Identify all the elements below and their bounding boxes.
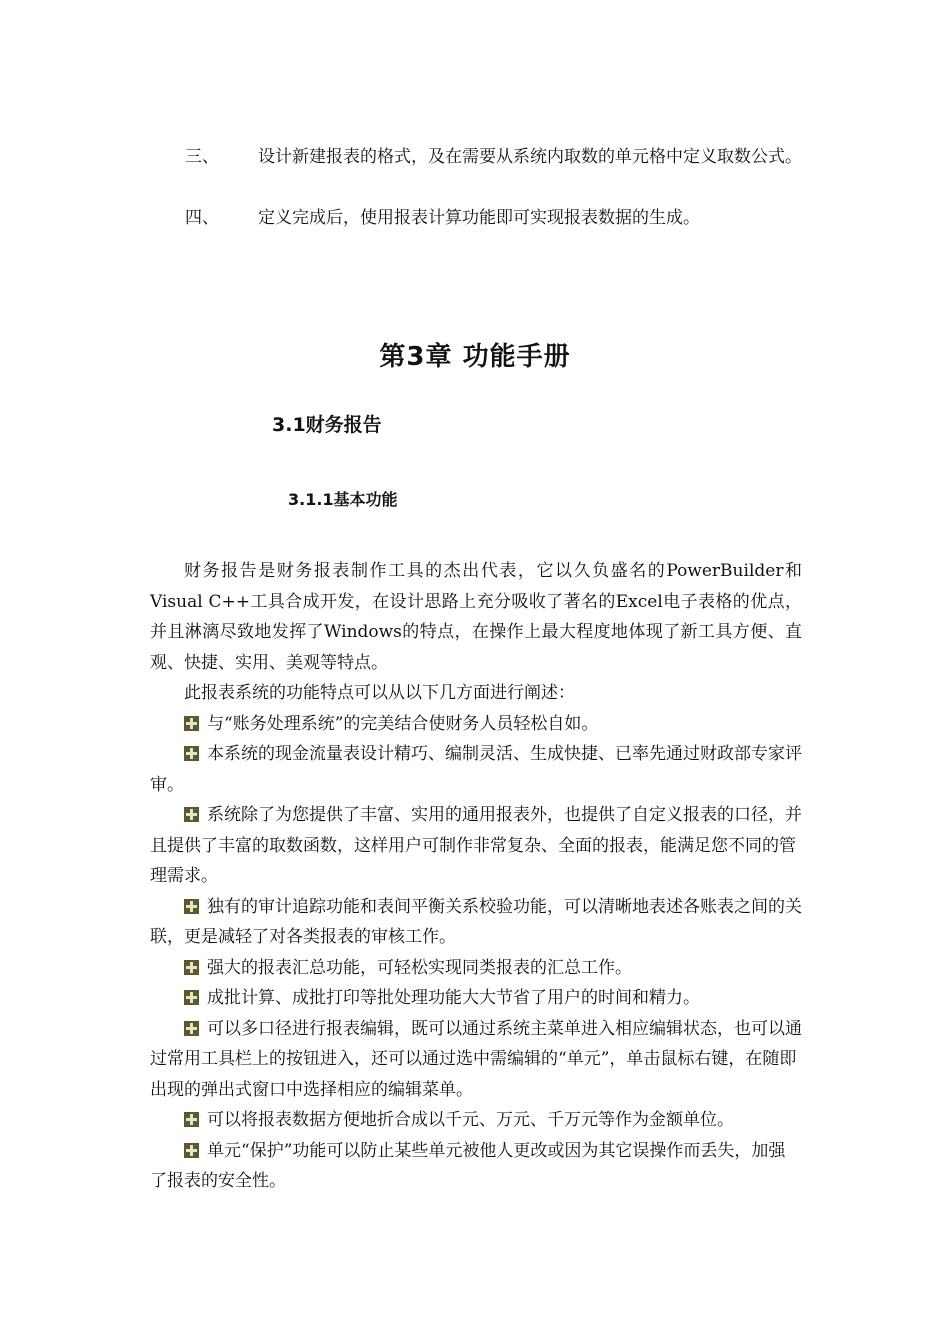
subsection-heading: 3.1.1基本功能	[288, 490, 398, 509]
cross-square-icon	[184, 1112, 199, 1127]
feature-bullet	[150, 709, 802, 740]
cross-square-icon	[184, 899, 199, 914]
cross-square-icon	[184, 1021, 199, 1036]
feature-bullet	[150, 1136, 802, 1197]
cross-square-icon	[184, 960, 199, 975]
feature-bullet	[150, 1014, 802, 1106]
feature-bullet	[150, 892, 802, 953]
step-text: 定义完成后，使用报表计算功能即可实现报表数据的生成。	[258, 208, 700, 228]
step-item-3	[185, 143, 805, 172]
intro-paragraph: 财务报告是财务报表制作工具的杰出代表，它以久负盛名的PowerBuilder和Visual C++工具合成开发，在设计思路上充分吸收了著名的Excel电子表格的优点，并且淋漓尽致地发挥了Windows的特点，在操作上最大程度地体现了新工具方便、直观、快捷、实用、美观等特点。	[150, 561, 802, 673]
section-heading: 3.1财务报告	[272, 414, 382, 436]
feature-bullet	[150, 1105, 802, 1136]
feature-text: 成批计算、成批打印等批处理功能大大节省了用户的时间和精力。	[207, 988, 700, 1008]
feature-text: 独有的审计追踪功能和表间平衡关系校验功能，可以清晰地表述各账表之间的关联，更是减轻了对各类报表的审核工作。	[150, 896, 802, 947]
body-text	[150, 556, 802, 1197]
feature-text: 系统除了为您提供了丰富、实用的通用报表外，也提供了自定义报表的口径，并且提供了丰富的取数函数，这样用户可制作非常复杂、全面的报表，能满足您不同的管理需求。	[150, 805, 802, 886]
feature-bullet	[150, 739, 802, 800]
cross-square-icon	[184, 746, 199, 761]
feature-text: 本系统的现金流量表设计精巧、编制灵活、生成快捷、已率先通过财政部专家评审。	[150, 744, 802, 795]
feature-text: 强大的报表汇总功能，可轻松实现同类报表的汇总工作。	[207, 957, 632, 978]
step-item-4	[185, 204, 805, 233]
feature-bullet	[150, 983, 802, 1014]
feature-text: 与“账务处理系统”的完美结合使财务人员轻松自如。	[207, 713, 599, 734]
feature-text: 单元“保护”功能可以防止某些单元被他人更改或因为其它误操作而丢失，加强了报表的安全性。	[150, 1140, 786, 1191]
cross-square-icon	[184, 990, 199, 1005]
feature-bullet	[150, 953, 802, 984]
feature-text: 可以将报表数据方便地折合成以千元、万元、千万元等作为金额单位。	[207, 1110, 734, 1130]
step-number: 四、	[185, 208, 219, 228]
step-number: 三、	[185, 147, 219, 167]
features-lead: 此报表系统的功能特点可以从以下几方面进行阐述：	[184, 683, 575, 703]
cross-square-icon	[184, 1143, 199, 1158]
step-text: 设计新建报表的格式，及在需要从系统内取数的单元格中定义取数公式。	[258, 147, 802, 167]
feature-text: 可以多口径进行报表编辑，既可以通过系统主菜单进入相应编辑状态，也可以通过常用工具栏上的按钮进入，还可以通过选中需编辑的“单元”，单击鼠标右键，在随即出现的弹出式窗口中选择相应的编辑菜单。	[150, 1018, 802, 1100]
feature-bullet	[150, 800, 802, 892]
cross-square-icon	[184, 807, 199, 822]
cross-square-icon	[184, 716, 199, 731]
chapter-title: 第3章 功能手册	[379, 342, 571, 372]
